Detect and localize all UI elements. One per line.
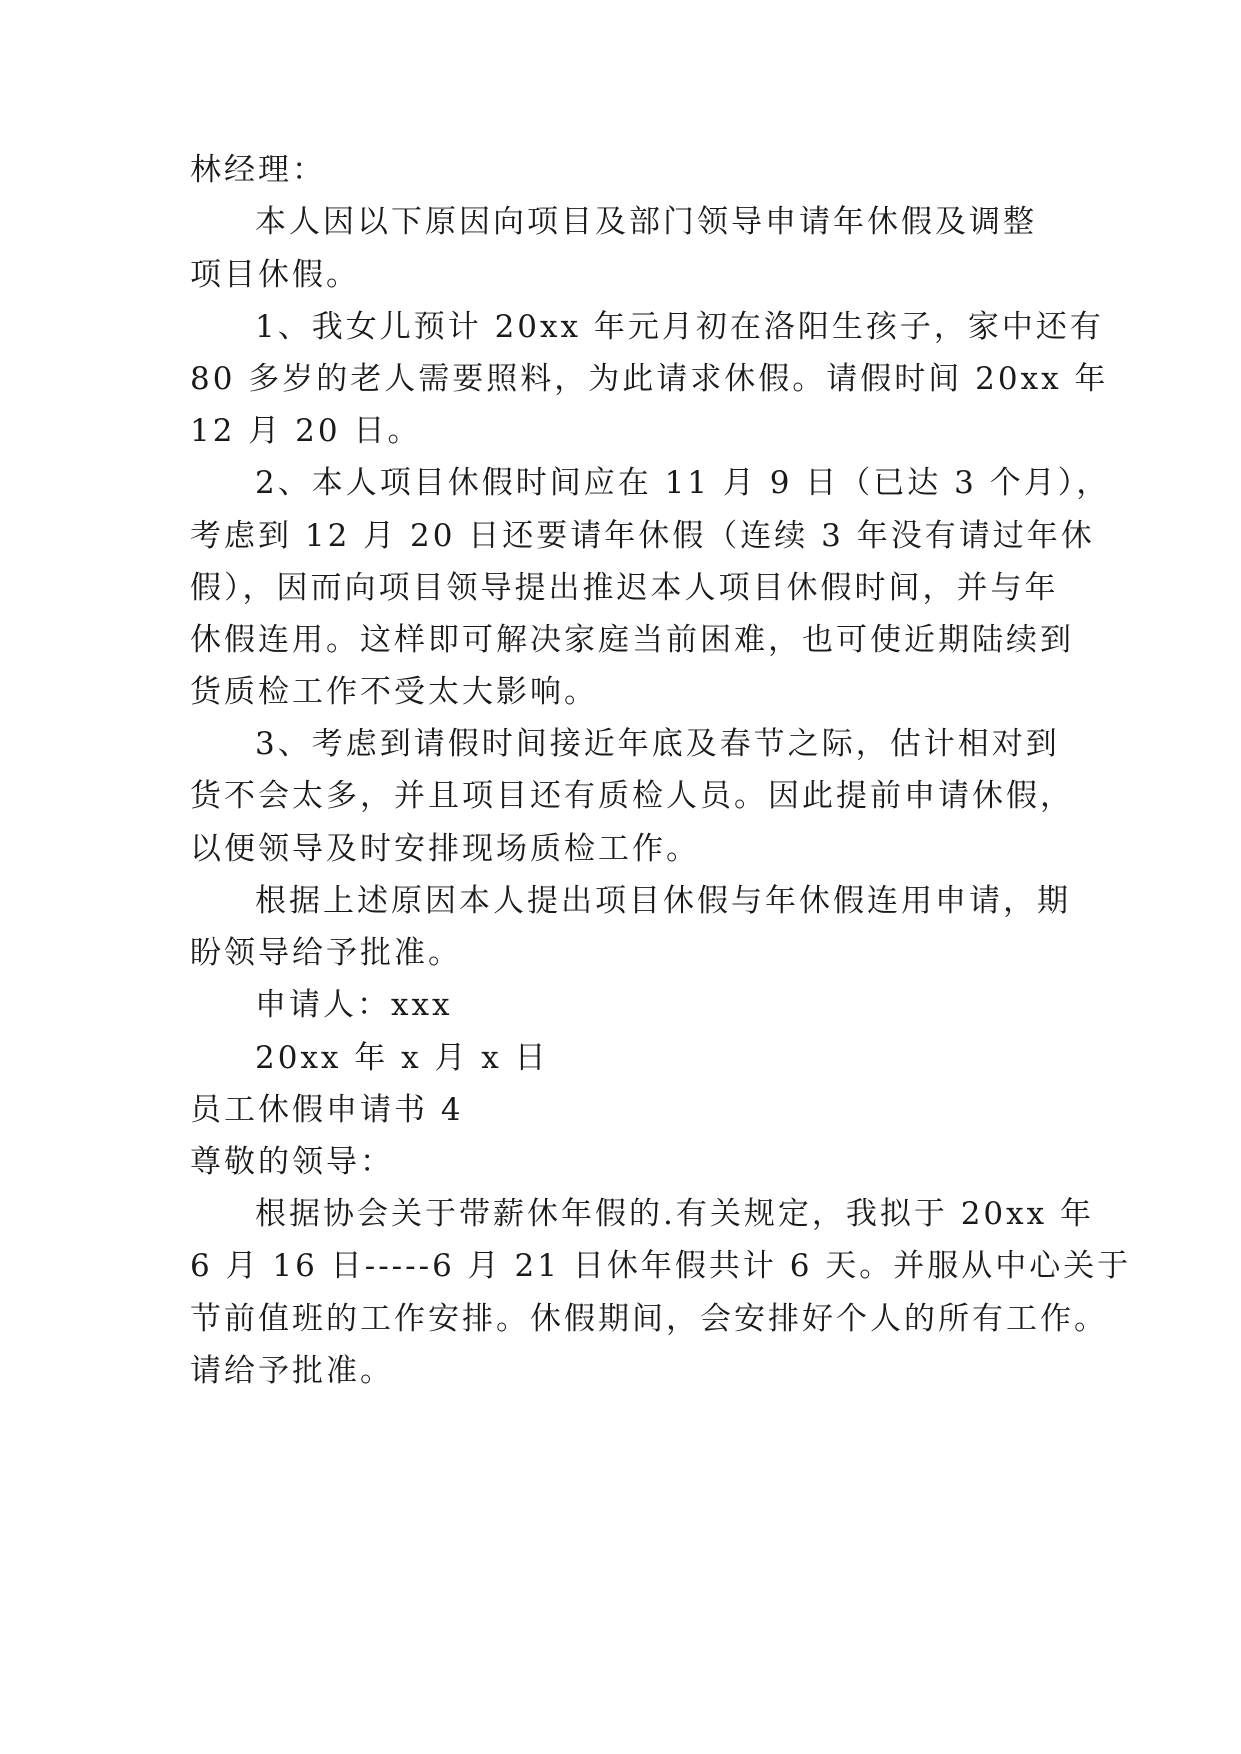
paragraph-line: 本人因以下原因向项目及部门领导申请年休假及调整 — [255, 204, 1037, 240]
paragraph-line: 80 多岁的老人需要照料，为此请求休假。请假时间 20xx 年 — [190, 361, 1109, 397]
paragraph-line: 以便领导及时安排现场质检工作。 — [190, 831, 700, 867]
paragraph-line: 根据协会关于带薪休年假的.有关规定，我拟于 20xx 年 — [255, 1196, 1094, 1232]
paragraph-line: 请给予批准。 — [190, 1353, 394, 1389]
paragraph-line: 假），因而向项目领导提出推迟本人项目休假时间，并与年 — [190, 570, 1059, 606]
applicant-line: 申请人：xxx — [255, 987, 453, 1023]
paragraph-line: 6 月 16 日-----6 月 21 日休年假共计 6 天。并服从中心关于 — [190, 1248, 1132, 1284]
paragraph-line: 项目休假。 — [190, 257, 360, 293]
paragraph-line: 考虑到 12 月 20 日还要请年休假（连续 3 年没有请过年休 — [190, 518, 1095, 554]
paragraph-line: 3、考虑到请假时间接近年底及春节之际，估计相对到 — [255, 726, 1060, 762]
salutation: 林经理： — [190, 152, 326, 188]
salutation: 尊敬的领导： — [190, 1144, 394, 1180]
paragraph-line: 节前值班的工作安排。休假期间，会安排好个人的所有工作。 — [190, 1301, 1108, 1337]
paragraph-line: 货质检工作不受太大影响。 — [190, 674, 598, 710]
paragraph-line: 盼领导给予批准。 — [190, 935, 462, 971]
date-line: 20xx 年 x 月 x 日 — [255, 1040, 549, 1076]
paragraph-line: 1、我女儿预计 20xx 年元月初在洛阳生孩子，家中还有 — [255, 309, 1104, 345]
paragraph-line: 休假连用。这样即可解决家庭当前困难，也可使近期陆续到 — [190, 622, 1074, 658]
paragraph-line: 2、本人项目休假时间应在 11 月 9 日（已达 3 个月）， — [255, 465, 1111, 501]
paragraph-line: 货不会太多，并且项目还有质检人员。因此提前申请休假， — [190, 778, 1074, 814]
paragraph-line: 12 月 20 日。 — [190, 413, 422, 449]
paragraph-line: 根据上述原因本人提出项目休假与年休假连用申请，期 — [255, 883, 1071, 919]
section-title: 员工休假申请书 4 — [190, 1092, 464, 1128]
